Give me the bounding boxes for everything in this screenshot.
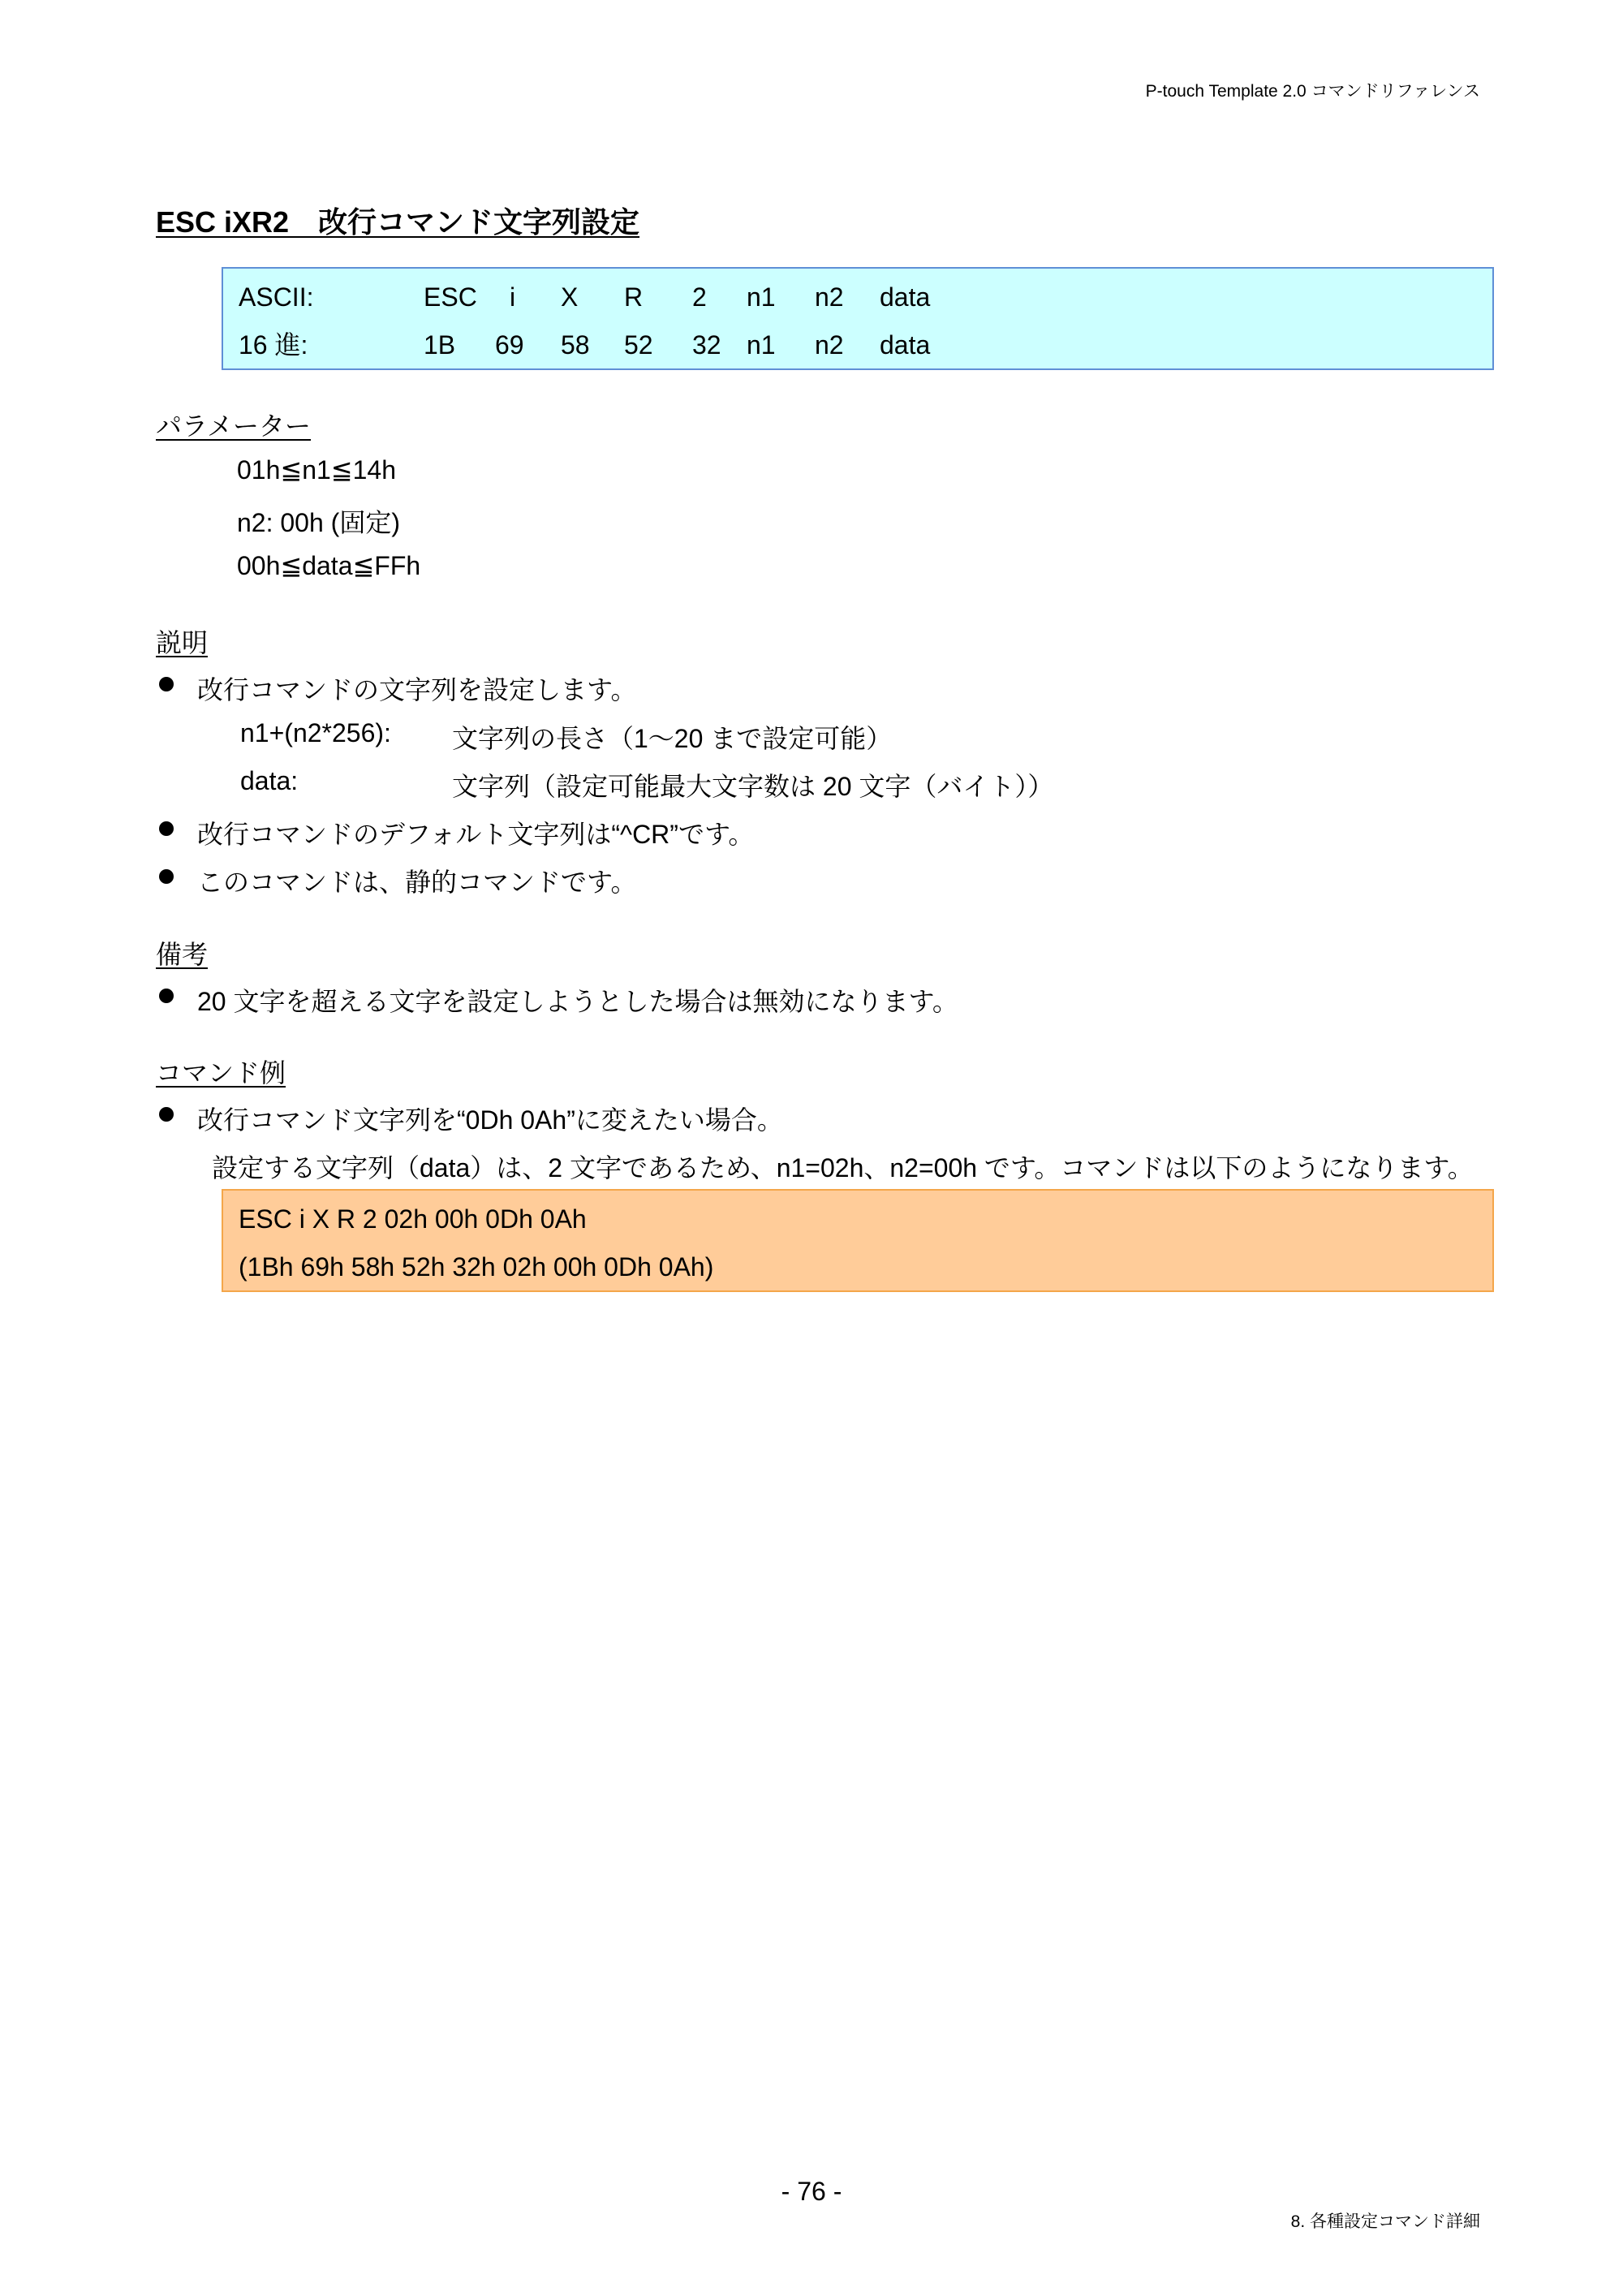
ascii-token: n1 xyxy=(747,282,776,312)
hex-token: n2 xyxy=(815,330,844,360)
hex-token: 69 xyxy=(495,330,524,360)
definition-term: data: xyxy=(240,766,299,795)
hex-token: n1 xyxy=(747,330,776,360)
description-bullet-3: このコマンドは、静的コマンドです。 xyxy=(197,868,637,897)
remarks-bullet-1: 20 文字を超える文字を設定しようとした場合は無効になります。 xyxy=(197,987,958,1016)
example-explanation: 設定する文字列（data）は、2 文字であるため、n1=02h、n2=00h です。コマンドは以下のようになります。 xyxy=(212,1153,1474,1182)
running-footer: 8. 各種設定コマンド詳細 xyxy=(1290,2212,1480,2231)
example-code-line: (1Bh 69h 58h 52h 32h 02h 00h 0Dh 0Ah) xyxy=(239,1252,714,1282)
bullet-icon xyxy=(159,869,174,884)
ascii-token: i xyxy=(510,282,516,312)
definition-desc: 文字列（設定可能最大文字数は 20 文字（バイト）） xyxy=(452,772,1054,801)
bullet-icon xyxy=(159,677,174,691)
remarks-heading: 備考 xyxy=(156,940,209,969)
hex-token: data xyxy=(880,330,931,360)
hex-token: 32 xyxy=(692,330,721,360)
hex-label: 16 進: xyxy=(239,330,308,360)
definition-term: n1+(n2*256): xyxy=(240,718,391,747)
ascii-token: X xyxy=(561,282,579,312)
ascii-token: ESC xyxy=(424,282,477,312)
example-bullet-1: 改行コマンド文字列を“0Dh 0Ah”に変えたい場合。 xyxy=(197,1105,783,1135)
description-bullet-1: 改行コマンドの文字列を設定します。 xyxy=(197,675,637,704)
example-code-line: ESC i X R 2 02h 00h 0Dh 0Ah xyxy=(239,1204,587,1234)
bullet-icon xyxy=(159,1107,174,1122)
parameters-heading: パラメーター xyxy=(156,411,312,441)
running-header: P-touch Template 2.0 コマンドリファレンス xyxy=(1145,82,1480,101)
ascii-token: data xyxy=(880,282,931,312)
example-heading: コマンド例 xyxy=(156,1058,286,1088)
hex-token: 58 xyxy=(561,330,590,360)
definition-desc: 文字列の長さ（1～20 まで設定可能） xyxy=(452,724,893,753)
parameter-line: n2: 00h (固定) xyxy=(237,508,400,537)
parameter-line: 01h≦n1≦14h xyxy=(237,455,396,485)
description-heading: 説明 xyxy=(156,628,209,657)
description-bullet-2: 改行コマンドのデフォルト文字列は“^CR”です。 xyxy=(197,820,755,849)
example-code-box xyxy=(222,1189,1494,1292)
ascii-label: ASCII: xyxy=(239,282,314,312)
bullet-icon xyxy=(159,821,174,836)
command-format-box xyxy=(222,267,1494,370)
hex-token: 1B xyxy=(424,330,456,360)
page-number: - 76 - xyxy=(781,2177,842,2206)
ascii-token: 2 xyxy=(692,282,707,312)
hex-token: 52 xyxy=(624,330,653,360)
ascii-token: n2 xyxy=(815,282,844,312)
parameter-line: 00h≦data≦FFh xyxy=(237,551,421,580)
ascii-token: R xyxy=(624,282,644,312)
section-title: ESC iXR2 改行コマンド文字列設定 xyxy=(156,205,640,239)
bullet-icon xyxy=(159,989,174,1003)
